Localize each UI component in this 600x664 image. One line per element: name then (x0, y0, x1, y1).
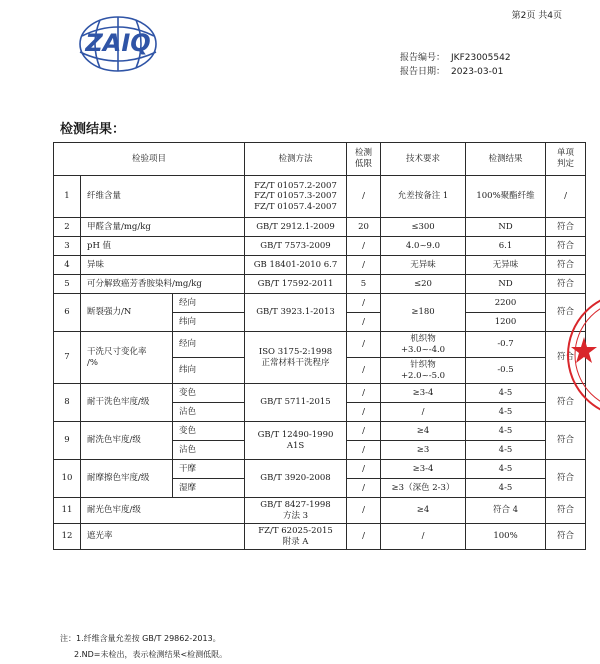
sub-item-label: 变色 (173, 422, 245, 441)
detection-limit: / (347, 498, 381, 524)
verdict: 符合 (546, 422, 586, 460)
test-result: 4-5 (466, 384, 546, 403)
item-name: pH 值 (81, 237, 245, 256)
sub-item-label: 沾色 (173, 403, 245, 422)
table-row (54, 237, 586, 256)
sub-item-label: 干摩 (173, 460, 245, 479)
requirement: 4.0~9.0 (381, 237, 466, 256)
report-number-label: 报告编号： (400, 53, 446, 63)
row-number: 10 (54, 460, 81, 498)
item-name: 耐干洗色牢度/级 (81, 384, 173, 422)
sub-item-label: 经向 (173, 332, 245, 358)
requirement: ≥3-4 (381, 384, 466, 403)
detection-limit: / (347, 332, 381, 358)
sub-item-label: 纬向 (173, 358, 245, 384)
header-limit: 检测 低限 (347, 143, 381, 176)
verdict: 符合 (546, 275, 586, 294)
table-row (54, 218, 586, 237)
test-method: GB/T 3920-2008 (245, 460, 347, 498)
table-row (54, 332, 586, 358)
verdict: / (546, 176, 586, 218)
detection-limit: / (347, 294, 381, 313)
test-method: GB/T 3923.1-2013 (245, 294, 347, 332)
row-number: 6 (54, 294, 81, 332)
inspection-stamp-icon (560, 285, 600, 425)
test-result: 6.1 (466, 237, 546, 256)
table-header-row (54, 143, 586, 176)
requirement: ≥180 (381, 294, 466, 332)
note-2: 2.ND=未检出，表示检测结果<检测低限。 (74, 650, 228, 659)
sub-item-label: 沾色 (173, 441, 245, 460)
table-row (54, 460, 586, 479)
table-row (54, 294, 586, 313)
row-number: 7 (54, 332, 81, 384)
detection-limit: / (347, 256, 381, 275)
requirement: ≤20 (381, 275, 466, 294)
test-result: ND (466, 275, 546, 294)
row-number: 9 (54, 422, 81, 460)
verdict: 符合 (546, 498, 586, 524)
verdict: 符合 (546, 218, 586, 237)
test-method: FZ/T 62025-2015 附录 A (245, 524, 347, 550)
requirement: 机织物 +3.0~-4.0 (381, 332, 466, 358)
zaiq-logo (60, 14, 176, 74)
test-method: FZ/T 01057.2-2007 FZ/T 01057.3-2007 FZ/T 01057.4-2007 (245, 176, 347, 218)
item-name: 遮光率 (81, 524, 245, 550)
item-name: 断裂强力/N (81, 294, 173, 332)
row-number: 8 (54, 384, 81, 422)
test-method: GB/T 7573-2009 (245, 237, 347, 256)
item-name: 可分解致癌芳香胺染料/mg/kg (81, 275, 245, 294)
detection-limit: / (347, 524, 381, 550)
requirement: ≥4 (381, 498, 466, 524)
test-result: 4-5 (466, 479, 546, 498)
notes (60, 631, 227, 663)
note-1: 注：1.纤维含量允差按 GB/T 29862-2013。 (60, 634, 221, 643)
section-title: 检测结果： (60, 122, 126, 137)
detection-limit: 20 (347, 218, 381, 237)
test-result: 2200 (466, 294, 546, 313)
report-number-value: JKF23005542 (451, 53, 511, 63)
header-verdict: 单项 判定 (546, 143, 586, 176)
item-name: 干洗尺寸变化率 /% (81, 332, 173, 384)
table-row (54, 498, 586, 524)
item-name: 甲醛含量/mg/kg (81, 218, 245, 237)
table-row (54, 256, 586, 275)
verdict: 符合 (546, 460, 586, 498)
test-result: 无异味 (466, 256, 546, 275)
test-result: ND (466, 218, 546, 237)
requirement: / (381, 403, 466, 422)
table-row (54, 275, 586, 294)
detection-limit: / (347, 460, 381, 479)
test-result: 符合 4 (466, 498, 546, 524)
header-result: 检测结果 (466, 143, 546, 176)
test-result: 1200 (466, 313, 546, 332)
page-number: 第2页 共4页 (511, 11, 562, 21)
row-number: 12 (54, 524, 81, 550)
verdict: 符合 (546, 524, 586, 550)
test-result: 4-5 (466, 403, 546, 422)
test-result: 100%聚酯纤维 (466, 176, 546, 218)
verdict: 符合 (546, 384, 586, 422)
detection-limit: / (347, 313, 381, 332)
sub-item-label: 纬向 (173, 313, 245, 332)
detection-limit: 5 (347, 275, 381, 294)
test-method: ISO 3175-2:1998 正常材料干洗程序 (245, 332, 347, 384)
item-name: 耐摩擦色牢度/级 (81, 460, 173, 498)
header-item: 检验项目 (54, 143, 245, 176)
sub-item-label: 变色 (173, 384, 245, 403)
requirement: ≤300 (381, 218, 466, 237)
sub-item-label: 经向 (173, 294, 245, 313)
test-result: -0.7 (466, 332, 546, 358)
test-method: GB/T 2912.1-2009 (245, 218, 347, 237)
requirement: ≥3 (381, 441, 466, 460)
results-table (53, 142, 586, 550)
test-result: 4-5 (466, 441, 546, 460)
detection-limit: / (347, 237, 381, 256)
test-result: 4-5 (466, 460, 546, 479)
row-number: 1 (54, 176, 81, 218)
test-method: GB/T 5711-2015 (245, 384, 347, 422)
header-method: 检测方法 (245, 143, 347, 176)
verdict: 符合 (546, 294, 586, 332)
detection-limit: / (347, 441, 381, 460)
detection-limit: / (347, 176, 381, 218)
test-result: 100% (466, 524, 546, 550)
test-method: GB/T 8427-1998 方法 3 (245, 498, 347, 524)
detection-limit: / (347, 422, 381, 441)
item-name: 纤维含量 (81, 176, 245, 218)
requirement: 允差按备注 1 (381, 176, 466, 218)
item-name: 耐洗色牢度/级 (81, 422, 173, 460)
requirement: 无异味 (381, 256, 466, 275)
table-row (54, 422, 586, 441)
test-result: 4-5 (466, 422, 546, 441)
verdict: 符合 (546, 332, 586, 384)
detection-limit: / (347, 384, 381, 403)
sub-item-label: 湿摩 (173, 479, 245, 498)
table-row (54, 384, 586, 403)
table-row (54, 176, 586, 218)
item-name: 耐光色牢度/级 (81, 498, 245, 524)
report-date-value: 2023-03-01 (451, 67, 504, 77)
report-date-label: 报告日期： (400, 67, 446, 77)
requirement: ≥3-4 (381, 460, 466, 479)
report-date (400, 64, 503, 77)
row-number: 4 (54, 256, 81, 275)
verdict: 符合 (546, 237, 586, 256)
test-method: GB/T 17592-2011 (245, 275, 347, 294)
row-number: 11 (54, 498, 81, 524)
detection-limit: / (347, 479, 381, 498)
detection-limit: / (347, 403, 381, 422)
item-name: 异味 (81, 256, 245, 275)
table-row (54, 524, 586, 550)
requirement: 针织物 +2.0~-5.0 (381, 358, 466, 384)
test-method: GB 18401-2010 6.7 (245, 256, 347, 275)
requirement: ≥4 (381, 422, 466, 441)
detection-limit: / (347, 358, 381, 384)
row-number: 5 (54, 275, 81, 294)
logo-text: ZAIQ (85, 29, 151, 57)
row-number: 2 (54, 218, 81, 237)
requirement: ≥3（深色 2-3） (381, 479, 466, 498)
verdict: 符合 (546, 256, 586, 275)
header-requirement: 技术要求 (381, 143, 466, 176)
row-number: 3 (54, 237, 81, 256)
test-result: -0.5 (466, 358, 546, 384)
requirement: / (381, 524, 466, 550)
test-method: GB/T 12490-1990 A1S (245, 422, 347, 460)
report-number (400, 50, 511, 63)
